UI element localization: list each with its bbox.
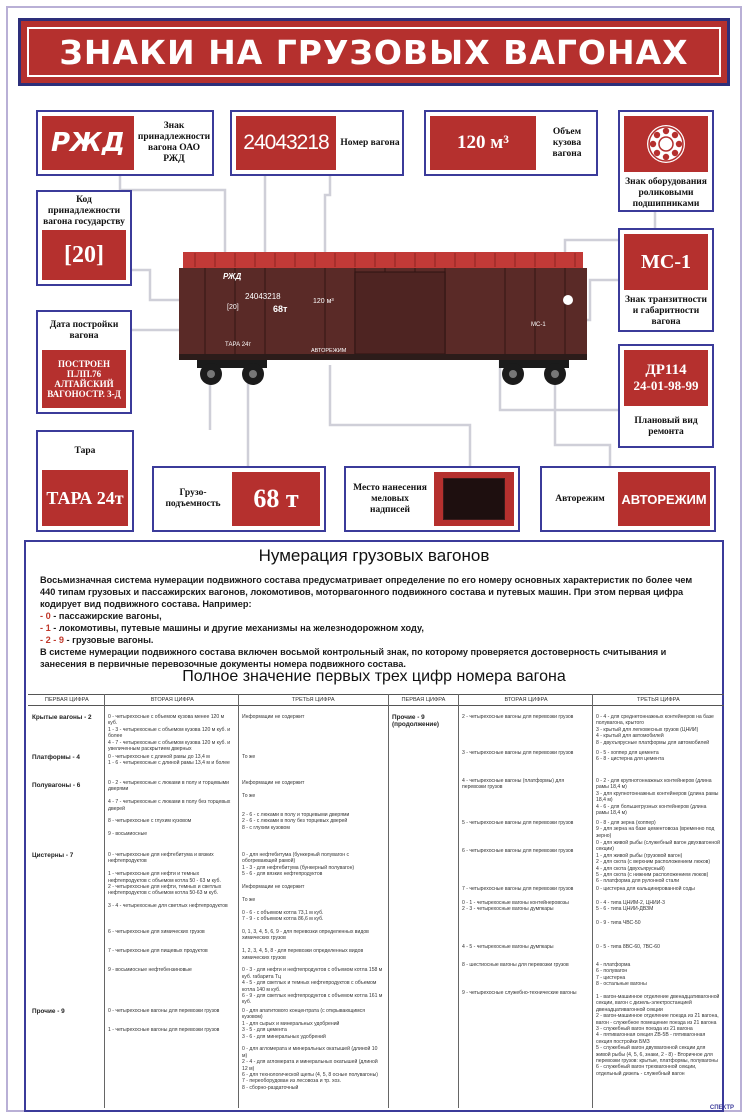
left-second-other: 0 - четырехосные вагоны для перевозки грузов 1 - четырехосные вагоны для перевозки грузов <box>108 1008 220 1034</box>
left-second-platforms: 0 - четырехосные с длиной рамы до 13,4 м 1 - 6 - четырехосные с длиной рамы 13,4 м и более <box>108 754 230 767</box>
sign-rzd-ownership <box>36 110 214 176</box>
sign-wagon-number <box>230 110 404 176</box>
chalk-label: Место нанесения меловых надписей <box>353 482 427 515</box>
roller-bearing-icon <box>644 122 688 166</box>
tare-label: Тара <box>74 445 96 456</box>
number-label: Номер вагона <box>340 137 400 148</box>
category-covered: Крытые вагоны - 2 <box>32 714 92 721</box>
item-1-text: - локомотивы, путевые машины и другие механизмы на железнодорожном ходу, <box>50 623 424 633</box>
wagon-logo: РЖД <box>223 272 242 281</box>
right-second-row: 7 - четырехосные вагоны для перевозки грузов <box>462 886 574 892</box>
tare-value: ТАРА 24т <box>46 487 124 508</box>
category-other-continued: Прочие - 9 (продолжение) <box>392 714 440 728</box>
number-panel <box>236 116 336 170</box>
right-second-row: 6 - четырехосные вагоны для перевозки грузов <box>462 848 574 854</box>
right-second-row: 2 - четырехосные вагоны для перевозки грузов <box>462 714 574 720</box>
transit-label: Знак транзитности и габаритности вагона <box>625 294 707 327</box>
transit-value: МС-1 <box>641 250 691 273</box>
right-third-row: 4 - платформа 6 - полувагон 7 - цистерна 8 - остальные вагоны <box>596 962 647 988</box>
numbering-item-1 <box>40 622 708 634</box>
left-third-gondolas: Информации не содержит То же 2 - 6 - с люками в полу и торцевыми дверями 2 - 6 - с люками в полу без торцевых дверей 8 - с глухим кузовом <box>242 780 350 831</box>
right-third-row: 0 - 2 - для крупнотоннажных контейнеров (длина рамы 18,4 м) 3 - для крупнотоннажных контейнеров (длина рамы 18,4 м) 4 - 6 - для большегрузных контейнеров (длина рамы 18,4 м) <box>596 778 719 817</box>
right-third-row: 0 - 4 - для среднетоннажных контейнеров на базе полувагона, крытого 3 - крытый для легковесных грузов (ЦНИИ) 4 - крытый для автомобилей 8 - двухъярусные платформы для автомобилей <box>596 714 714 746</box>
right-third-row: 0 - 4 - типа ЦНИМ-2, ЦНИИ-3 5 - 6 - типа ЦНИИ-ДВЗМ <box>596 900 665 913</box>
auto-label: Авторежим <box>555 493 605 504</box>
left-second-covered: 0 - четырехосные с объемом кузова менее 120 м куб. 1 - 3 - четырехосные с объемом кузова 120 м куб. и более 4 - 7 - четырехосные с объемом кузова 120 м куб. и увеличенным раскрытием дверных <box>108 714 231 753</box>
sign-auto-mode <box>540 466 716 532</box>
poster-title: ЗНАКИ НА ГРУЗОВЫХ ВАГОНАХ <box>59 32 689 72</box>
category-gondolas: Полувагоны - 6 <box>32 782 81 789</box>
left-third-platforms: То же <box>242 754 256 760</box>
item-1-code: - 1 <box>40 623 51 633</box>
wagon-auto: АВТОРЕЖИМ <box>311 348 347 354</box>
state-value: [20] <box>64 241 104 268</box>
category-tanks: Цистерны - 7 <box>32 852 74 859</box>
sign-load-capacity <box>152 466 326 532</box>
boxcar-graphic <box>175 250 590 388</box>
freight-wagon-illustration <box>175 250 590 388</box>
built-value: ПОСТРОЕН П.ЛП.76 АЛТАЙСКИЙ ВАГОНОСТР. 3-Д <box>47 359 121 399</box>
numbering-item-0 <box>40 610 708 622</box>
sign-state-code <box>36 190 132 286</box>
right-second-row: 4 - четырехосные вагоны (платформы) для перевозки грузов <box>462 778 565 791</box>
sign-tare <box>36 430 134 532</box>
wagon-number: 24043218 <box>245 292 281 301</box>
repair-panel <box>624 350 708 406</box>
wagon-code: [20] <box>227 304 239 311</box>
volume-label: Объем кузова вагона <box>552 126 582 159</box>
col-divider <box>104 694 105 1108</box>
item-2-code: - 2 - 9 <box>40 635 64 645</box>
numbering-paragraph-1: Восьмизначная система нумерации подвижного состава предусматривает определение по его номеру основных характеристик по более чем 440 типам грузовых и пассажирских вагонов, локомотивов, моторвагонного подвижного состава и путевых машин. При этом первая цифра кодирует вид подвижного состава. Например: <box>40 575 693 609</box>
right-second-row: 0 - 1 - четырехосные вагоны контейнеровозы 2 - 3 - четырехосные вагоны думпкары <box>462 900 569 913</box>
category-other: Прочие - 9 <box>32 1008 65 1015</box>
tare-panel <box>42 470 128 526</box>
transit-panel <box>624 234 708 290</box>
item-0-code: - 0 <box>40 611 51 621</box>
state-label: Код принадлежности вагона государству <box>43 194 125 227</box>
item-0-text: - пассажирские вагоны, <box>50 611 162 621</box>
built-label: Дата постройки вагона <box>49 320 119 341</box>
sign-chalk-place <box>344 466 520 532</box>
right-third-row: 1 - вагон-машинное отделение двенадцативагонной секции, вагон с дизель-электростанцией двенадцативагонной секции 2 - вагон-машинное отделение поезда из 21 вагона, вагон - служебное помещение поезда из 21 вагона 3 - служебный вагон поезда из 21 вагона 4 - пятивагонная секция ZB-5В - пятивагонная секция постройки БМЗ 5 - служебный вагон двухвагонной секции для живой рыбы (4, 5, 6, знаки, 2 - 8) - Вторичное для перевозки грузов: крытые, платформы, полувагоны 6 - служебный вагон трехвагонной секции, отдельный дизель - служебный вагон <box>596 994 720 1077</box>
digits-table <box>28 694 724 706</box>
auto-panel <box>618 472 710 526</box>
sign-body-volume <box>424 110 598 176</box>
sign-transit-gauge <box>618 228 714 332</box>
col-divider <box>458 694 459 1108</box>
wagon-capacity: 68т <box>273 304 288 314</box>
chalk-board <box>443 478 505 520</box>
wagon-transit: МС-1 <box>531 322 546 328</box>
category-platforms: Платформы - 4 <box>32 754 80 761</box>
col-divider <box>388 694 389 1108</box>
digits-subtitle: Полное значение первых трех цифр номера вагона <box>182 668 566 685</box>
right-second-row: 4 - 5 - четырехосные вагоны думпкары <box>462 944 554 950</box>
volume-panel <box>430 116 536 170</box>
volume-value: 120 м³ <box>457 132 509 153</box>
auto-value: АВТОРЕЖИМ <box>621 491 707 507</box>
numbering-section <box>24 540 724 1112</box>
numbering-title: Нумерация грузовых вагонов <box>258 546 490 565</box>
numbering-paragraph-2: В системе нумерации подвижного состава включен восьмой контрольный знак, по которому проверяется достоверность считывания и занесения в первичные перевозочные документы номера подвижного состава. <box>40 647 667 669</box>
capacity-label: Грузо-подъемность <box>165 488 221 509</box>
repair-value-1: ДР114 <box>645 362 687 378</box>
rzd-logo: РЖД <box>50 128 126 158</box>
rzd-logo-panel <box>42 116 134 170</box>
numbering-item-2 <box>40 634 708 646</box>
sign-roller-bearings <box>618 110 714 212</box>
right-second-row: 8 - шестиосные вагоны для перевозки грузов <box>462 962 569 968</box>
right-third-row: 0 - для живой рыбы (служебный вагон двухвагонной секции) 1 - для живой рыбы (грузовой вагон) 2 - для скота (с верхним расположением люков) 4 - для скота (двухъярусный) 5 - для скота (с нижним расположением люков) 6 - платформа для рулонной стали <box>596 840 720 885</box>
right-second-row: 5 - четырехосные вагоны для перевозки грузов <box>462 820 574 826</box>
right-second-row: 9 - четырехосные служебно-технические вагоны <box>462 990 577 996</box>
right-third-row: 0 - 8 - для зерна (хоппер) 9 - для зерна на базе цементовоза (временно под зерно) <box>596 820 715 839</box>
left-third-covered: Информации не содержит <box>242 714 305 720</box>
left-third-tanks: 0 - для нефтебитума (бункерный полувагон с обогревающей рамой) 1 - 3 - для нефтебитума (бункерный полувагон) 5 - 6 - для вязких нефтепродуктов Информации не содержит То же 0 - 6 - с объемом котла 73,1 м куб. 7 - 9 - с объемом котла 86,6 м куб. 0, 1, 3, 4, 5, 6, 9 - для перевозки определенных видов химических грузов 1, 2, 3, 4, 5, 8 - для перевозки определенных видов химических грузов 0 - 3 - для нефти и нефтепродуктов с объемом котла 158 м куб. габарита Тц 4 - 5 - для светлых и темных нефтепродуктов с объемом котла 140 м куб. 6 - 9 - для светлых нефтепродуктов с объемом котла 161 м куб. <box>242 852 383 1006</box>
right-second-row: 3 - четырехосные вагоны для перевозки грузов <box>462 750 574 756</box>
sign-build-date <box>36 310 132 414</box>
item-2-text: - грузовые вагоны. <box>64 635 154 645</box>
col-divider <box>238 694 239 1108</box>
right-third-row: 0 - цистерна для кальцинированной соды <box>596 886 695 892</box>
header-third-digit-2: ТРЕТЬЯ ЦИФРА <box>593 695 724 706</box>
number-value: 24043218 <box>243 131 329 154</box>
rzd-label: Знак принадлежности вагона ОАО РЖД <box>137 121 211 164</box>
bearing-label: Знак оборудования роликовыми подшипниками <box>625 176 707 209</box>
left-second-gondolas: 0 - 2 - четырехосные с люками в полу и торцевыми дверями 4 - 7 - четырехосные с люками в полу без торцевых дверей 8 - четырехосные с глухим кузовом 9 - восьмиосные <box>108 780 231 838</box>
capacity-value: 68 т <box>253 484 299 513</box>
header-second-digit: ВТОРАЯ ЦИФРА <box>106 695 239 706</box>
wagon-volume: 120 м³ <box>313 298 334 305</box>
chalk-panel <box>434 472 514 526</box>
sign-planned-repair <box>618 344 714 448</box>
left-second-tanks: 0 - четырехосные для нефтебитума и вязких нефтепродуктов 1 - четырехосные для нефти и темных нефтепродуктов с объемом котла 50 - 63 м куб. 2 - четырехосные для нефти, темных и светлых нефтепродуктов с объемом котла 50-63 м куб. 3 - 4 - четырехосные для светлых нефтепродуктов 6 - четырехосные для химических грузов 7 - четырехосные для пищевых продуктов 9 - восьмиосные нефтебензиновые <box>108 852 228 974</box>
right-third-row: 0 - 5 - хоппер для цемента 6 - 8 - цистерна для цемента <box>596 750 665 763</box>
wagon-tare: ТАРА 24т <box>225 342 252 348</box>
capacity-panel <box>232 472 320 526</box>
right-third-row: 0 - 9 - типа ЧВС-50 <box>596 920 641 926</box>
header-first-digit-2: ПЕРВАЯ ЦИФРА <box>387 695 459 706</box>
built-panel <box>42 350 126 408</box>
header-second-digit-2: ВТОРАЯ ЦИФРА <box>459 695 592 706</box>
state-panel <box>42 230 126 280</box>
header-first-digit: ПЕРВАЯ ЦИФРА <box>28 695 106 706</box>
publisher-logo: СПЕКТР <box>709 1105 734 1111</box>
col-divider <box>592 694 593 1108</box>
left-third-other: 0 - для апатитового концентрата (с открывающимся кузовом) 1 - для сырых и минеральных удобрений 3 - 5 - для цемента 3 - 6 - для минеральных удобрений 0 - для агломерата и минеральных окатышей (длиной 10 м) 2 - 4 - для агломерата и минеральных окатышей (длиной 12 м) 6 - для технологической щепы (4, 5, 8 осные полувагоны) 7 - переоборудован из лесовоза и тр. хоз. 8 - сборно-раздаточный <box>242 1008 378 1091</box>
repair-value-2: 24-01-98-99 <box>633 378 699 393</box>
digits-table-header <box>28 695 724 706</box>
bearing-panel <box>624 116 708 172</box>
numbering-description <box>40 574 708 670</box>
header-third-digit: ТРЕТЬЯ ЦИФРА <box>239 695 388 706</box>
right-third-row: 0 - 5 - типа 8ВС-60, 7ВС-60 <box>596 944 660 950</box>
repair-label: Плановый вид ремонта <box>634 416 698 437</box>
